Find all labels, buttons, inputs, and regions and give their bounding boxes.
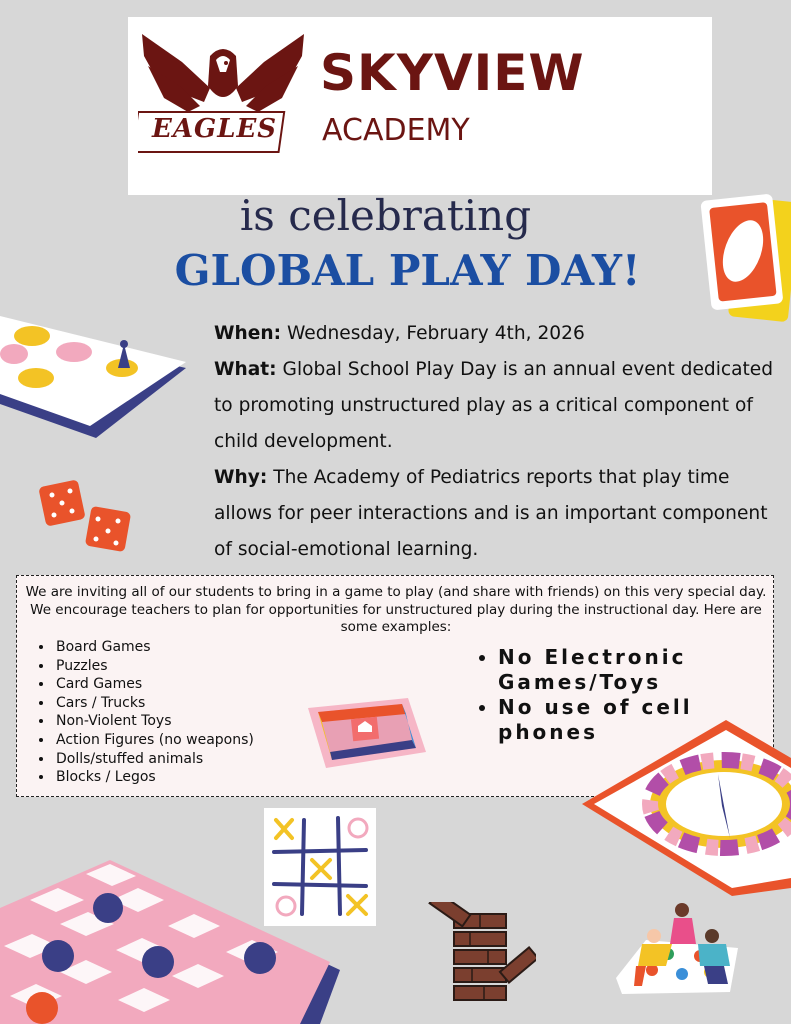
spinner-board-icon: [582, 718, 791, 898]
when-line: [214, 316, 784, 352]
page-title: GLOBAL PLAY DAY!: [174, 246, 641, 295]
what-label: What:: [214, 359, 277, 380]
why-line: [214, 460, 784, 568]
why-text: The Academy of Pediatrics reports that play time allows for peer interactions and is an important component of social-emotional learning.: [214, 467, 768, 560]
examples-list: [36, 638, 254, 787]
when-text: Wednesday, February 4th, 2026: [286, 323, 585, 344]
list-item: • Cars / Trucks: [54, 694, 254, 713]
mini-board-game-icon: [304, 694, 428, 774]
jenga-tower-icon: [426, 902, 536, 1014]
logo-emblem-text: EAGLES: [152, 114, 278, 144]
list-item: • Card Games: [54, 675, 254, 694]
uno-card-icon: [700, 193, 791, 333]
event-info: [214, 316, 784, 568]
rule-item: • No Electronic Games/Toys: [498, 645, 791, 695]
game-board-icon: [0, 296, 190, 442]
list-item: • Dolls/stuffed animals: [54, 750, 254, 769]
list-item: • Puzzles: [54, 657, 254, 676]
list-item: • Action Figures (no weapons): [54, 731, 254, 750]
invite-intro: We are inviting all of our students to bring in a game to play (and share with friends) on this very special day. We encourage teachers to plan for opportunities for unstructured play during the instructional day. Here are some examples:: [25, 584, 767, 635]
what-text: Global School Play Day is an annual event dedicated to promoting unstructured play as a critical component of child development.: [214, 359, 774, 452]
school-name: SKYVIEW: [320, 44, 585, 102]
rule-item: • No use of cell phones: [498, 695, 791, 745]
what-line: [214, 352, 784, 460]
subheading: is celebrating: [239, 191, 532, 240]
dice-icon: [38, 477, 138, 559]
twister-kids-icon: [612, 900, 740, 996]
list-item: • Non-Violent Toys: [54, 712, 254, 731]
list-item: • Blocks / Legos: [54, 768, 254, 787]
why-label: Why:: [214, 467, 268, 488]
list-item: • Board Games: [54, 638, 254, 657]
school-name-sub: ACADEMY: [322, 113, 470, 148]
when-label: When:: [214, 323, 282, 344]
checkers-board-icon: [0, 860, 340, 1024]
